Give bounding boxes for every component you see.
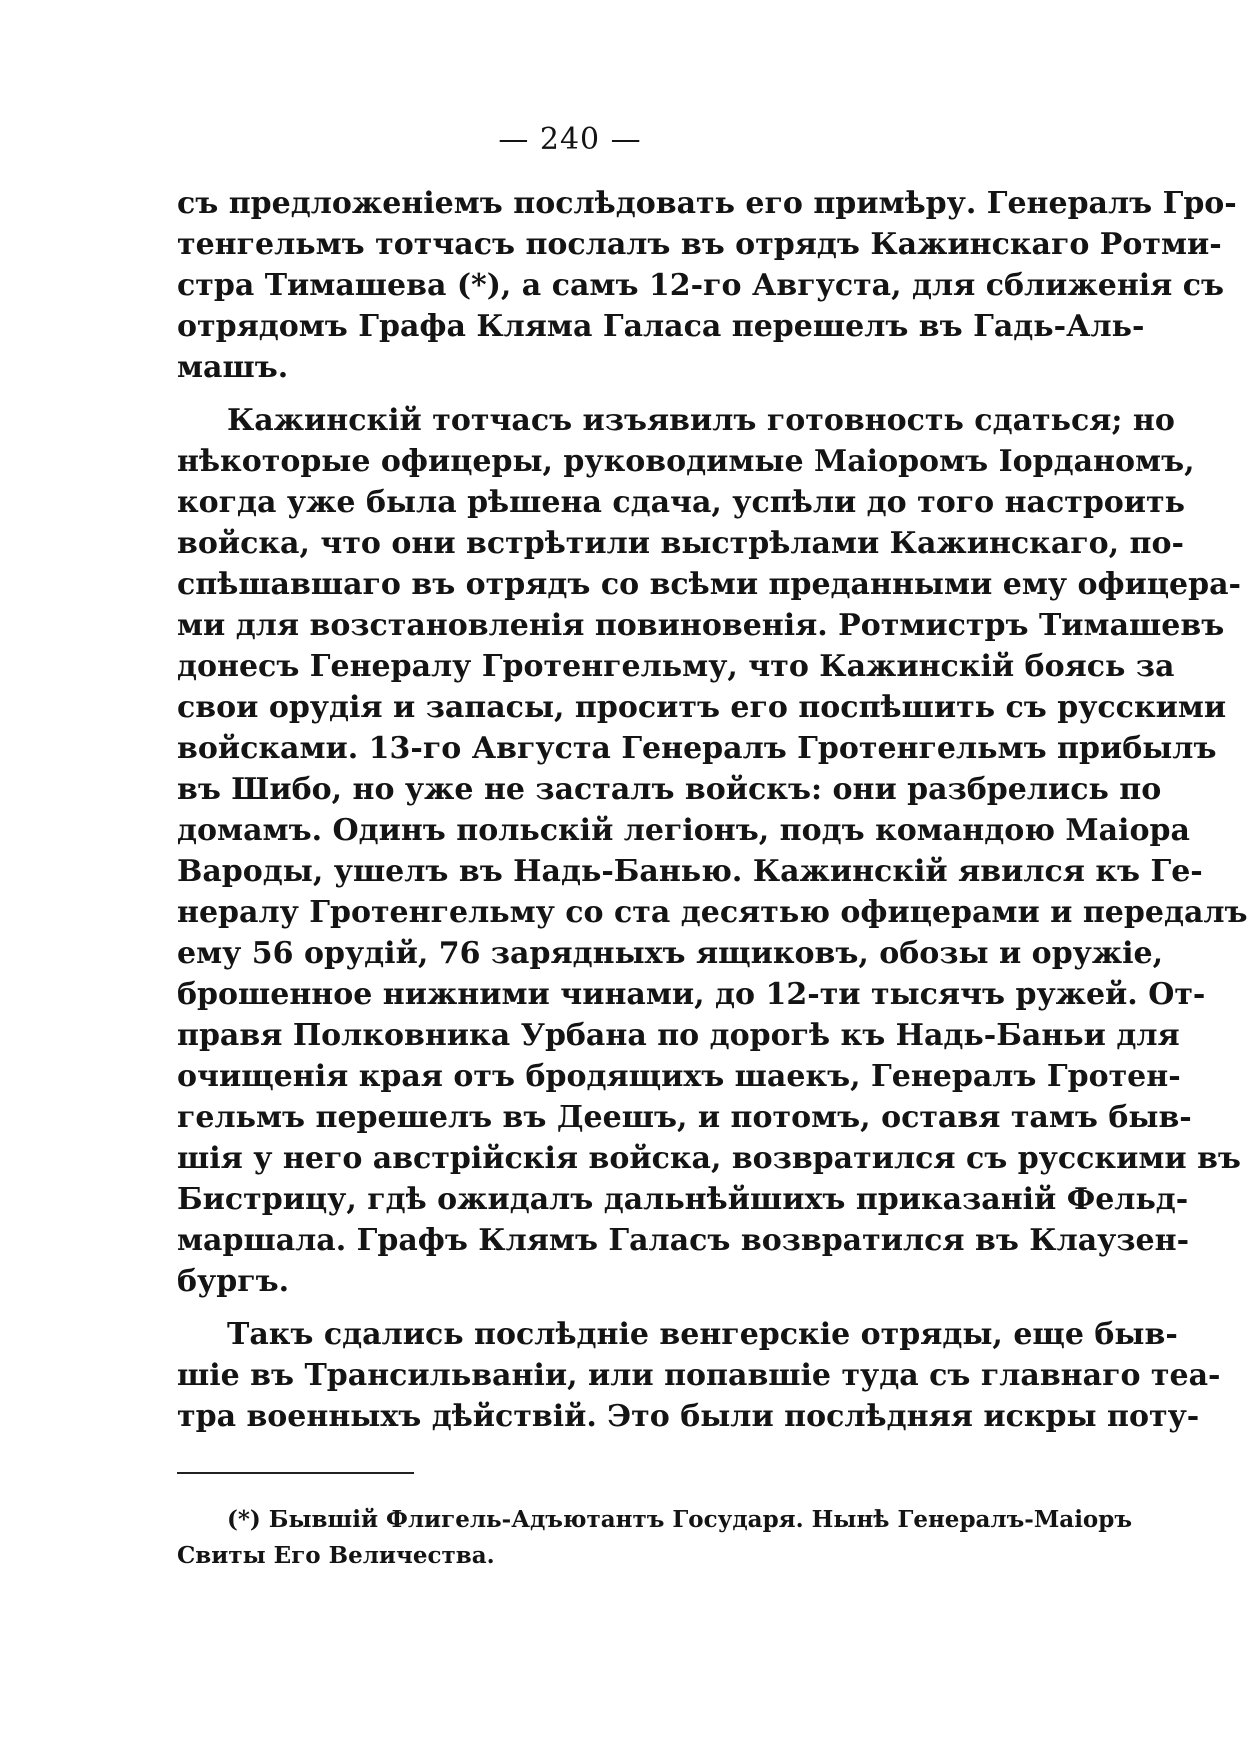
text-line: Кажинскій тотчасъ изъявилъ готовность сдаться; но [227,403,1175,438]
text-line: войска, что они встрѣтили выстрѣлами Кажинскаго, по- [177,526,1184,561]
text-line: спѣшавшаго въ отрядъ со всѣми преданными ему офицера- [177,567,1241,602]
footnote-line: Свиты Его Величества. [177,1542,495,1569]
text-line: домамъ. Одинъ польскій легіонъ, подъ командою Маіора [177,813,1190,848]
text-line: шія у него австрійскія войска, возвратился съ русскими въ [177,1141,1241,1176]
text-line: тенгельмъ тотчасъ послалъ въ отрядъ Кажинскаго Ротми- [177,227,1222,262]
text-line: когда уже была рѣшена сдача, успѣли до того настроить [177,485,1186,520]
text-line: ми для возстановленія повиновенія. Ротмистръ Тимашевъ [177,608,1225,643]
text-line: свои орудія и запасы, проситъ его поспѣшить съ русскими [177,690,1227,725]
text-line: нералу Гротенгельму со ста десятью офицерами и передалъ [177,895,1248,930]
text-line: войсками. 13-го Августа Генералъ Гротенгельмъ прибылъ [177,731,1217,766]
text-line: съ предложеніемъ послѣдовать его примѣру. Генералъ Гро- [177,186,1237,221]
text-line: маршала. Графъ Клямъ Галасъ возвратился въ Клаузен- [177,1223,1190,1258]
paragraph [177,1314,1221,1437]
text-line: донесъ Генералу Гротенгельму, что Кажинскій боясь за [177,649,1175,684]
text-line: шіе въ Трансильваніи, или попавшіе туда съ главнаго теа- [177,1358,1221,1393]
text-line: гельмъ перешелъ въ Деешъ, и потомъ, оставя тамъ быв- [177,1100,1192,1135]
footnote [177,1502,1132,1574]
main-text [177,183,1248,1437]
footnote-line: (*) Бывшій Флигель-Адъютантъ Государя. Нынѣ Генералъ-Маіоръ [227,1506,1132,1533]
paragraph [177,400,1248,1302]
text-line: ему 56 орудій, 76 зарядныхъ ящиковъ, обозы и оружіе, [177,936,1164,971]
text-line: нѣкоторые офицеры, руководимые Маіоромъ Іорданомъ, [177,444,1195,479]
text-line: бургъ. [177,1264,290,1299]
paragraph-gap [177,388,997,400]
text-line: машъ. [177,350,289,385]
page-number: — 240 — [498,122,642,157]
paragraph [177,183,1237,388]
text-line: брошенное нижними чинами, до 12-ти тысячъ ружей. От- [177,977,1206,1012]
text-line: въ Шибо, но уже не засталъ войскъ: они разбрелись по [177,772,1162,807]
text-line: правя Полковника Урбана по дорогѣ къ Надь-Баньи для [177,1018,1180,1053]
text-line: Такъ сдались послѣдніе венгерскіе отряды, еще быв- [227,1317,1178,1352]
text-line: стра Тимашева (*), а самъ 12-го Августа, для сближенія съ [177,268,1225,303]
text-line: Вароды, ушелъ въ Надь-Банью. Кажинскій явился къ Ге- [177,854,1203,889]
text-line: очищенія края отъ бродящихъ шаекъ, Генералъ Гротен- [177,1059,1181,1094]
footnote-divider [177,1472,414,1474]
paragraph-gap [177,1302,997,1314]
text-line: отрядомъ Графа Кляма Галаса перешелъ въ Гадь-Аль- [177,309,1145,344]
text-line: тра военныхъ дѣйствій. Это были послѣдняя искры поту- [177,1399,1200,1434]
text-line: Бистрицу, гдѣ ожидалъ дальнѣйшихъ приказаній Фельд- [177,1182,1189,1217]
